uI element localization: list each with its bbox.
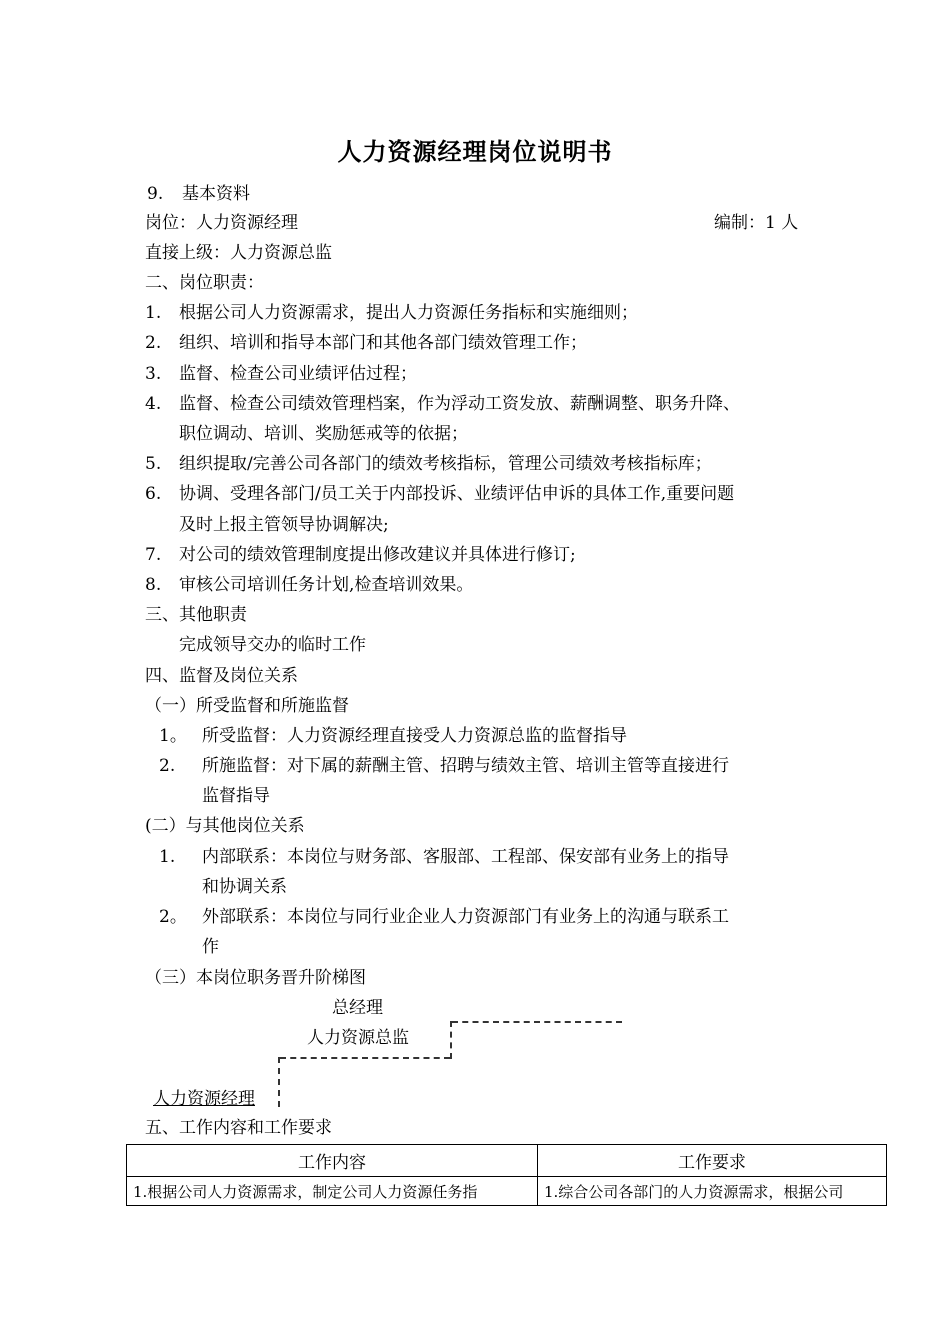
- table-header-row: [127, 1145, 887, 1177]
- ladder-level-top: 总经理: [332, 998, 383, 1018]
- ladder-level-middle: 人力资源总监: [307, 1028, 409, 1048]
- work-heading: 五、工作内容和工作要求: [145, 1118, 332, 1138]
- duty-item: 对公司的绩效管理制度提出修改建议并具体进行修订;: [179, 545, 576, 565]
- ladder-step-line: [280, 1057, 450, 1059]
- relations-subheading: (二）与其他岗位关系: [145, 816, 305, 836]
- supervision-item: 所受监督：人力资源经理直接受人力资源总监的监督指导: [202, 726, 627, 746]
- duty-item: 监督、检查公司业绩评估过程；: [179, 364, 417, 384]
- duty-number: 4.: [145, 394, 162, 414]
- document-title: 人力资源经理岗位说明书: [337, 137, 613, 166]
- relation-item: 外部联系：本岗位与同行业企业人力资源部门有业务上的沟通与联系工: [202, 907, 729, 927]
- duty-item: 审核公司培训任务计划,检查培训效果。: [179, 575, 474, 595]
- relation-item-continuation: 作: [202, 937, 219, 957]
- duty-item: 协调、受理各部门/员工关于内部投诉、业绩评估申诉的具体工作,重要问题: [179, 484, 735, 504]
- duty-item: 根据公司人力资源需求，提出人力资源任务指标和实施细则；: [179, 303, 638, 323]
- column-header-content: 工作内容: [127, 1145, 538, 1177]
- duty-item-continuation: 及时上报主管领导协调解决;: [179, 515, 389, 535]
- duty-number: 6.: [145, 484, 162, 504]
- table-cell: 1.根据公司人力资源需求，制定公司人力资源任务指: [127, 1177, 538, 1206]
- duty-number: 3.: [145, 364, 162, 384]
- relation-item-continuation: 和协调关系: [202, 877, 287, 897]
- basic-heading: 基本资料: [182, 184, 250, 204]
- duty-number: 7.: [145, 545, 162, 565]
- ladder-level-bottom: 人力资源经理: [153, 1089, 255, 1109]
- basic-heading-number: 9.: [147, 184, 164, 204]
- position-field: 岗位：人力资源经理: [145, 213, 298, 233]
- relation-number: 1.: [159, 847, 176, 867]
- duty-item: 监督、检查公司绩效管理档案，作为浮动工资发放、薪酬调整、职务升降、: [179, 394, 740, 414]
- supervision-item: 所施监督：对下属的薪酬主管、招聘与绩效主管、培训主管等直接进行: [202, 756, 729, 776]
- ladder-riser-line: [450, 1021, 452, 1059]
- other-duties-text: 完成领导交办的临时工作: [179, 635, 366, 655]
- headcount-field: 编制：1 人: [714, 213, 799, 233]
- supervision-subheading: （一）所受监督和所施监督: [145, 696, 349, 716]
- relations-heading: 四、监督及岗位关系: [145, 666, 298, 686]
- duties-heading: 二、岗位职责：: [145, 273, 264, 293]
- supervision-item-continuation: 监督指导: [202, 786, 270, 806]
- duty-number: 1.: [145, 303, 162, 323]
- duty-number: 2.: [145, 333, 162, 353]
- relation-number: 2。: [159, 907, 187, 927]
- relation-item: 内部联系：本岗位与财务部、客服部、工程部、保安部有业务上的指导: [202, 847, 729, 867]
- table-cell: 1.综合公司各部门的人力资源需求，根据公司: [538, 1177, 887, 1206]
- duty-number: 8.: [145, 575, 162, 595]
- duty-item: 组织提取/完善公司各部门的绩效考核指标，管理公司绩效考核指标库；: [179, 454, 712, 474]
- other-duties-heading: 三、其他职责: [145, 605, 247, 625]
- superior-field: 直接上级：人力资源总监: [145, 243, 332, 263]
- supervision-number: 1。: [159, 726, 187, 746]
- supervision-number: 2.: [159, 756, 176, 776]
- duty-number: 5.: [145, 454, 162, 474]
- column-header-requirement: 工作要求: [538, 1145, 887, 1177]
- ladder-riser-line: [278, 1057, 280, 1107]
- ladder-step-line: [452, 1021, 622, 1023]
- duty-item: 组织、培训和指导本部门和其他各部门绩效管理工作；: [179, 333, 587, 353]
- work-table: [126, 1144, 887, 1206]
- ladder-subheading: （三）本岗位职务晋升阶梯图: [145, 968, 366, 988]
- table-row: [127, 1177, 887, 1206]
- duty-item-continuation: 职位调动、培训、奖励惩戒等的依据；: [179, 424, 468, 444]
